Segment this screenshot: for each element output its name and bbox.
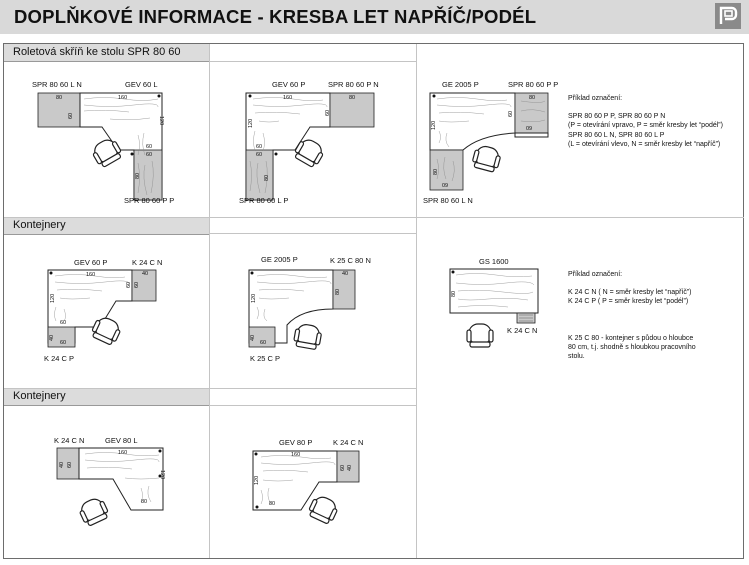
grommet-icon — [433, 95, 436, 98]
dim-label: 80 — [529, 95, 536, 101]
dim-label: 160 — [86, 272, 96, 278]
dim-label: 60 — [146, 144, 153, 150]
desk-drawing — [45, 430, 205, 545]
dim-label: 120 — [158, 116, 164, 126]
dim-label: 40 — [342, 271, 349, 277]
office-chair-icon — [293, 323, 323, 350]
dim-label: 120 — [431, 120, 437, 130]
desk-label: GE 2005 P — [442, 80, 479, 89]
container-label: K 25 C P — [250, 354, 281, 363]
dim-label: 120 — [50, 293, 56, 303]
dim-label: 60 — [256, 152, 263, 158]
example-note-kontejner — [568, 270, 696, 361]
dim-label: 160 — [118, 95, 128, 101]
grommet-icon — [50, 272, 53, 275]
layout-r2-gev60p — [30, 253, 195, 368]
grid-line — [209, 405, 416, 406]
dim-label: 60 — [146, 152, 153, 158]
dim-label: 80 — [433, 168, 439, 175]
grid-line — [4, 388, 416, 389]
dim-label: 60 — [134, 281, 140, 288]
brand-logo — [715, 3, 741, 29]
dim-label: 80 — [349, 95, 356, 101]
layout-r1-gev60p — [225, 75, 410, 210]
desk-label: GS 1600 — [479, 257, 509, 266]
note-line: K 24 C P ( P = směr kresby let “podél”) — [568, 298, 689, 306]
dim-label: 80 — [269, 501, 276, 507]
grommet-icon — [275, 153, 278, 156]
grid-line — [209, 44, 210, 558]
dim-label: 80 — [56, 95, 63, 101]
page-title: DOPLŇKOVÉ INFORMACE - KRESBA LET NAPŘÍČ/PODÉL — [14, 6, 537, 27]
office-chair-icon — [77, 495, 110, 527]
layout-r3-gev80p — [245, 430, 405, 545]
note-line: stolu. — [568, 353, 585, 361]
note-heading: Příklad označení: — [568, 95, 623, 102]
unit-label: SPR 80 60 L P — [239, 196, 289, 205]
note-line: (L = otevírání vlevo, N = směr kresby let “napříč”) — [568, 140, 721, 148]
dim-label: 120 — [251, 293, 257, 303]
dim-label: 40 — [49, 334, 55, 341]
dim-label: 60 — [340, 464, 346, 471]
note-line: K 25 C 80 - kontejner s půdou o hloubce — [568, 334, 694, 342]
dim-label: 60 — [508, 110, 514, 117]
grommet-icon — [131, 153, 134, 156]
note-line: 80 cm, t.j. shodně s hloubkou pracovního — [568, 343, 696, 351]
page-header — [0, 0, 749, 34]
dim-label: 80 — [264, 174, 270, 181]
example-note-spr — [568, 94, 723, 149]
grommet-icon — [158, 95, 161, 98]
desk-drawing — [245, 430, 405, 545]
dim-label: 80 — [141, 499, 148, 505]
desk-drawing — [20, 75, 205, 210]
dim-label: 60 — [256, 144, 263, 150]
office-chair-icon — [307, 493, 340, 525]
grid-line — [4, 234, 209, 235]
grid-line — [209, 233, 416, 234]
office-chair-icon — [471, 144, 502, 173]
unit-label: SPR 80 60 P P — [508, 80, 559, 89]
section-kontejnery-1: Kontejnery — [4, 217, 209, 234]
container-label: K 24 C P — [44, 354, 75, 363]
layout-r1-ge2005p — [425, 75, 560, 210]
desk-drawing — [425, 75, 560, 210]
dim-label: 80 — [135, 172, 141, 179]
grid-line — [4, 61, 209, 62]
note-heading: Příklad označení: — [568, 271, 623, 278]
container-label: K 24 C N — [507, 326, 538, 335]
dim-label: 120 — [248, 118, 254, 128]
dim-label: 40 — [142, 271, 149, 277]
dim-label: 80 — [335, 288, 341, 295]
desk-drawing — [440, 255, 560, 365]
dim-label: 40 — [347, 464, 353, 471]
dim-label: 160 — [118, 450, 128, 456]
grommet-icon — [159, 450, 162, 453]
desk-label: GEV 60 L — [125, 80, 158, 89]
desk-label: GEV 80 L — [105, 436, 138, 445]
office-chair-icon — [467, 324, 493, 347]
container-label: K 24 C N — [54, 436, 85, 445]
container-label: K 24 C N — [333, 438, 364, 447]
grommet-icon — [256, 506, 259, 509]
grid-line — [4, 217, 744, 218]
dim-label: 60 — [60, 320, 67, 326]
dim-label: 160 — [283, 95, 293, 101]
unit-label: SPR 80 60 L N — [423, 196, 473, 205]
note-line: (P = otevírání vpravo, P = směr kresby let “podél”) — [568, 122, 723, 130]
unit-label: SPR 80 60 L N — [32, 80, 82, 89]
logo-p-icon — [715, 3, 741, 29]
desk-label: GEV 80 P — [279, 438, 313, 447]
layout-r2-gs1600 — [440, 255, 560, 365]
desk-label: GE 2005 P — [261, 255, 298, 264]
container-label: K 24 C N — [132, 258, 163, 267]
dim-label: 09 — [442, 183, 449, 189]
desk-edge — [515, 133, 548, 137]
dim-label: 60 — [68, 112, 74, 119]
dim-label: 60 — [67, 461, 73, 468]
unit-label: SPR 80 60 P P — [124, 196, 175, 205]
grid-line — [416, 44, 417, 558]
desk-label: GEV 60 P — [74, 258, 108, 267]
dim-label: 80 — [451, 290, 457, 297]
note-line: SPR 80 60 P P, SPR 80 60 P N — [568, 113, 666, 121]
dim-label: 60 — [126, 281, 132, 288]
dim-label: 09 — [526, 126, 533, 132]
grommet-icon — [249, 95, 252, 98]
section-kontejnery-2: Kontejnery — [4, 388, 209, 405]
dim-label: 60 — [260, 340, 267, 346]
layout-r1-gev60l — [20, 75, 205, 210]
dim-label: 120 — [159, 470, 165, 480]
desk-drawing — [235, 253, 400, 368]
desk-drawing — [225, 75, 410, 210]
grid-line — [4, 405, 209, 406]
note-line: SPR 80 60 L N, SPR 80 60 L P — [568, 131, 665, 139]
layout-r2-ge2005p — [235, 253, 400, 368]
dim-label: 60 — [325, 109, 331, 116]
grommet-icon — [251, 272, 254, 275]
grid-line — [209, 61, 416, 62]
layout-r3-gev80l — [45, 430, 205, 545]
dim-label: 60 — [60, 340, 67, 346]
dim-label: 160 — [291, 452, 301, 458]
desk-drawing — [30, 253, 195, 368]
note-line: K 24 C N ( N = směr kresby let “napříč”) — [568, 289, 692, 297]
dim-label: 120 — [254, 475, 260, 485]
grommet-icon — [452, 271, 455, 274]
desk-label: GEV 60 P — [272, 80, 306, 89]
dim-label: 40 — [250, 334, 256, 341]
unit-label: SPR 80 60 P N — [328, 80, 379, 89]
container-label: K 25 C 80 N — [330, 256, 371, 265]
dim-label: 40 — [59, 461, 65, 468]
grommet-icon — [255, 453, 258, 456]
section-roletova: Roletová skříň ke stolu SPR 80 60 — [4, 44, 209, 61]
